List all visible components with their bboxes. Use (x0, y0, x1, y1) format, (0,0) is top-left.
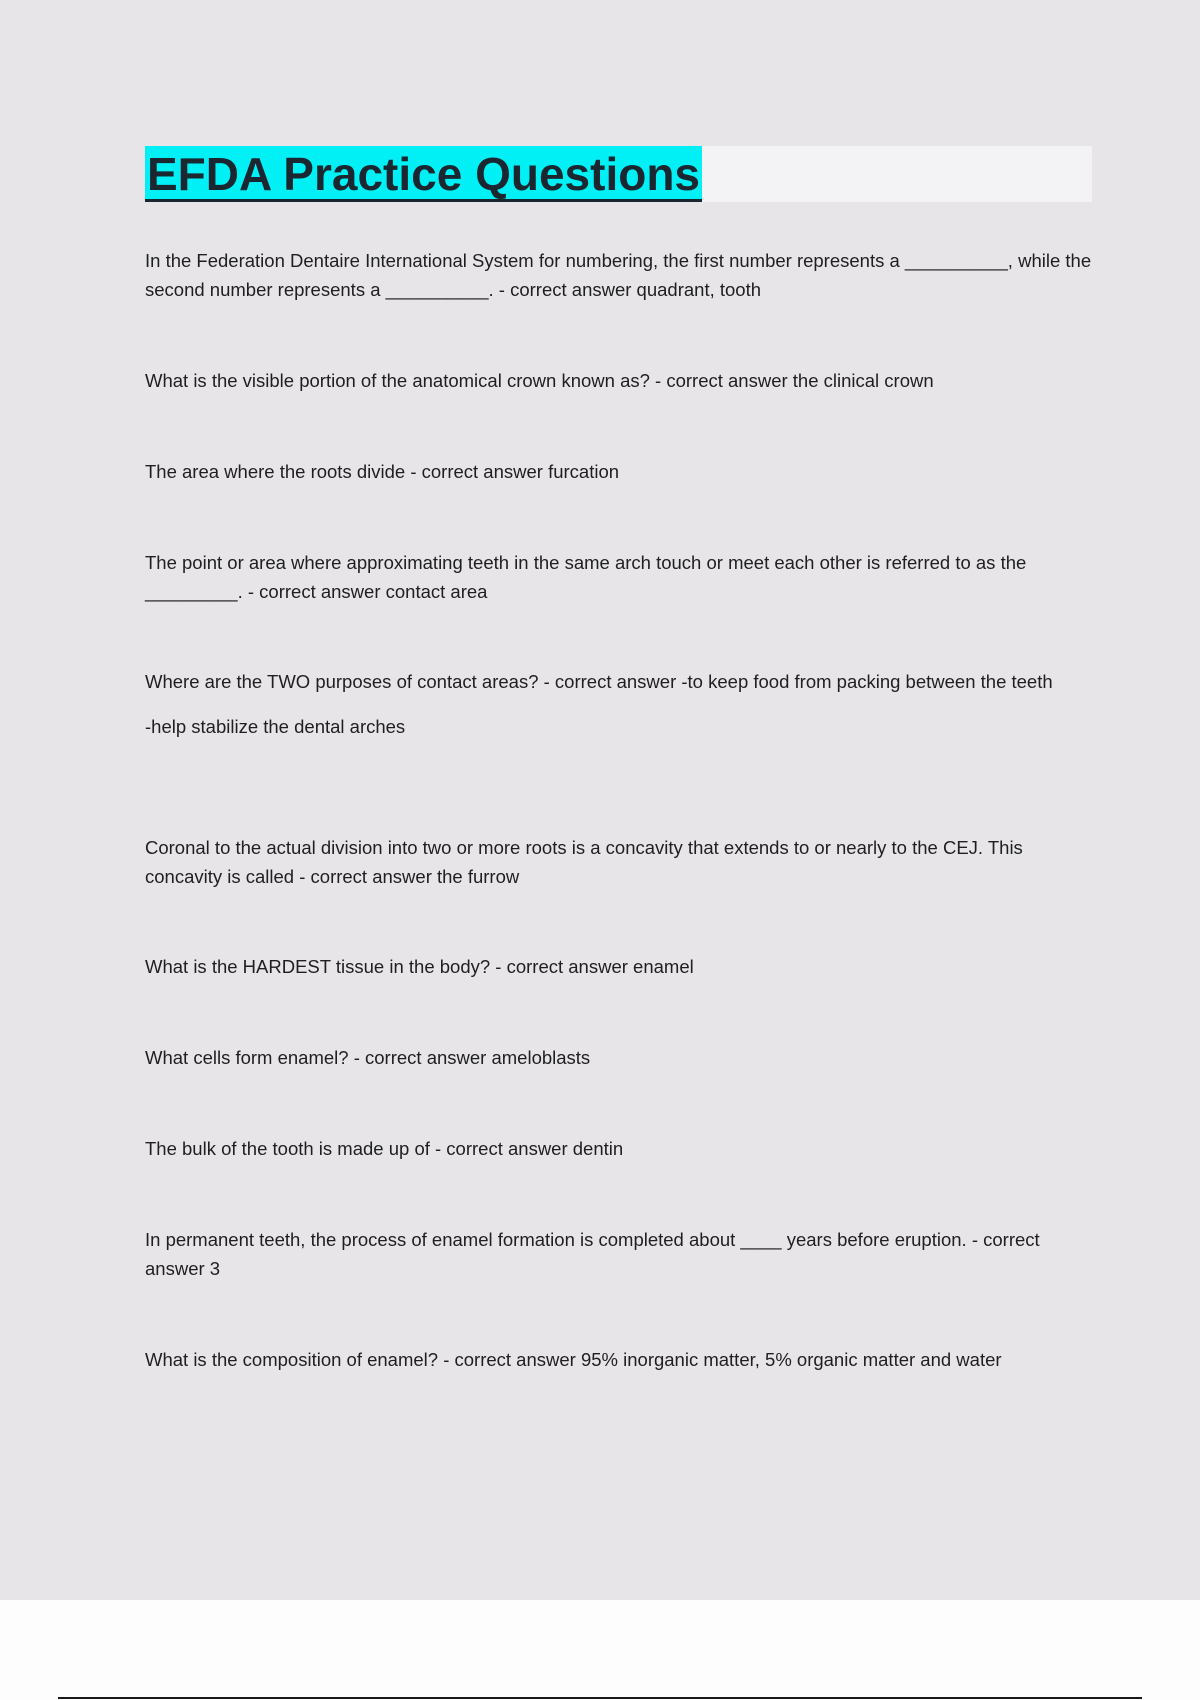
qa-text: The area where the roots divide - correct answer furcation (145, 461, 620, 482)
qa-item (145, 1345, 1095, 1374)
qa-item (145, 667, 1095, 741)
qa-text: Coronal to the actual division into two or more roots is a concavity that extends to or nearly to the CEJ. This concavity is called - correct answer the furrow (145, 837, 1023, 887)
page-divider-line (58, 1697, 1142, 1699)
qa-item (145, 1134, 1095, 1163)
qa-item (145, 366, 1095, 395)
qa-text: The point or area where approximating teeth in the same arch touch or meet each other is referred to as the _________. - correct answer contact area (145, 552, 1027, 602)
qa-text: What is the composition of enamel? - correct answer 95% inorganic matter, 5% organic matter and water (145, 1349, 1002, 1370)
qa-item (145, 457, 1095, 486)
qa-text: What is the visible portion of the anatomical crown known as? - correct answer the clinical crown (145, 370, 934, 391)
qa-text: What cells form enamel? - correct answer ameloblasts (145, 1047, 591, 1068)
qa-text: The bulk of the tooth is made up of - correct answer dentin (145, 1138, 624, 1159)
qa-item (145, 246, 1095, 304)
qa-text-continued: -help stabilize the dental arches (145, 716, 406, 737)
qa-item (145, 1225, 1095, 1283)
qa-text: What is the HARDEST tissue in the body? - correct answer enamel (145, 956, 694, 977)
qa-item (145, 833, 1095, 891)
qa-item (145, 952, 1095, 981)
next-page-area (0, 1600, 1200, 1700)
qa-text: In permanent teeth, the process of enamel formation is completed about ____ years before eruption. - correct answer 3 (145, 1229, 1040, 1279)
qa-text: Where are the TWO purposes of contact areas? - correct answer -to keep food from packing between the teeth (145, 671, 1053, 692)
qa-item (145, 1043, 1095, 1072)
qa-item (145, 548, 1095, 606)
document-title: EFDA Practice Questions (147, 148, 701, 200)
qa-text: In the Federation Dentaire International System for numbering, the first number represents a __________, while the second number represents a __________. - correct answer quadrant, tooth (145, 250, 1092, 300)
